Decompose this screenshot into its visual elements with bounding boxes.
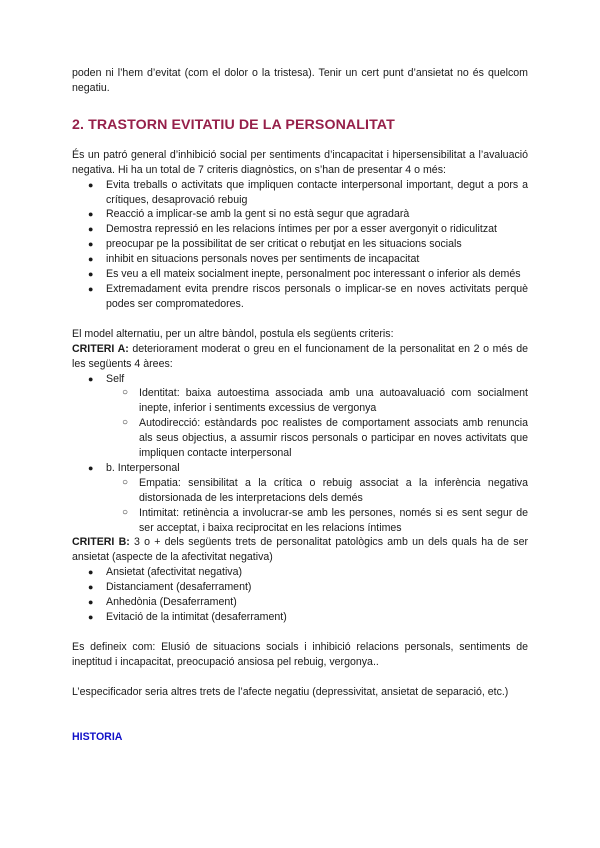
list-item: ● Evita treballs o activitats que impliquen contacte interpersonal important, degut a pors a crítiques, desaprovació rebuig bbox=[72, 178, 528, 208]
historia-heading: HISTORIA bbox=[72, 730, 123, 743]
list-item: ● Es veu a ell mateix socialment inepte, personalment poc interessant o inferior als demés bbox=[72, 267, 528, 282]
criteri-a-text: deteriorament moderat o greu en el funcionament de la personalitat en 2 o més de les següents 4 àrees: bbox=[72, 342, 529, 370]
list-item: ○ Autodirecció: estàndards poc realistes de comportament associats amb renuncia als seus objectius, a assumir riscos personals o participar en noves activitats que impliquen contacte interpersonal bbox=[106, 416, 528, 461]
traits-list bbox=[72, 565, 528, 625]
intro-paragraph: poden ni l’hem d’evitat (com el dolor o la tristesa). Tenir un cert punt d’ansietat no és quelcom negatiu. bbox=[72, 67, 528, 94]
area-self bbox=[72, 372, 528, 461]
list-item: ● Extremadament evita prendre riscos personals o implicar-se en noves activitats perquè podes ser compromatedores. bbox=[72, 282, 528, 312]
criteria-list bbox=[72, 178, 528, 312]
list-item: ● Ansietat (afectivitat negativa) bbox=[72, 565, 528, 580]
section-heading: 2. TRASTORN EVITATIU DE LA PERSONALITAT bbox=[72, 116, 395, 133]
area-interpersonal bbox=[72, 461, 528, 536]
list-item: ● Distanciament (desaferrament) bbox=[72, 580, 528, 595]
defineix-paragraph: Es defineix com: Elusió de situacions socials i inhibició relacions personals, sentiments de ineptitud i incapacitat, preocupació ansiosa pel rebuig, vergonya.. bbox=[72, 640, 528, 668]
interpersonal-sublist bbox=[106, 476, 528, 536]
list-item: ● Anhedònia (Desaferrament) bbox=[72, 595, 528, 610]
criteri-a-label: CRITERI A: bbox=[72, 342, 129, 355]
especificador-paragraph: L’especificador seria altres trets de l’afecte negatiu (depressivitat, ansietat de separació, etc.) bbox=[72, 685, 509, 698]
list-item: ● Evitació de la intimitat (desaferrament) bbox=[72, 610, 528, 625]
self-sublist bbox=[106, 386, 528, 461]
list-item: ○ Intimitat: retinència a involucrar-se amb les persones, només si es sent segur de ser acceptat, i baixa reciprocitat en les relacions íntimes bbox=[106, 506, 528, 536]
criteri-b-label: CRITERI B: bbox=[72, 536, 130, 549]
areas-list bbox=[72, 372, 528, 536]
list-item: ○ Empatia: sensibilitat a la crítica o rebuig associat a la inferència negativa distorsionada de les interpretacions dels demés bbox=[106, 476, 528, 506]
list-item: ● inhibit en situacions personals noves per sentiments de incapacitat bbox=[72, 252, 528, 267]
list-item: ○ Identitat: baixa autoestima associada amb una autoavaluació com socialment inepte, inferior i sentiments excessius de vergonya bbox=[106, 386, 528, 416]
criteri-b-text: 3 o + dels següents trets de personalitat patològics amb un dels quals ha de ser ansietat (aspecte de la afectivitat negativa) bbox=[72, 536, 528, 564]
list-item: ● preocupar pe la possibilitat de ser criticat o rebutjat en les situacions socials bbox=[72, 237, 528, 252]
list-item: ● Reacció a implicar-se amb la gent si no està segur que agradarà bbox=[72, 207, 528, 222]
area-name: Self bbox=[106, 372, 125, 385]
area-name: b. Interpersonal bbox=[106, 461, 180, 474]
criteri-b-paragraph bbox=[72, 535, 528, 565]
list-item: ● Demostra repressió en les relacions íntimes per por a esser avergonyit o ridiculitzat bbox=[72, 222, 528, 237]
criteri-a-paragraph bbox=[72, 342, 528, 372]
document-page bbox=[72, 66, 528, 745]
alt-model-paragraph: El model alternatiu, per un altre bàndol, postula els següents criteris: bbox=[72, 327, 394, 340]
definition-paragraph: És un patró general d’inhibició social per sentiments d’incapacitat i hipersensibilitat a l’avaluació negativa. Hi ha un total de 7 criteris diagnòstics, on s’han de presentar 4 o més: bbox=[72, 148, 528, 176]
